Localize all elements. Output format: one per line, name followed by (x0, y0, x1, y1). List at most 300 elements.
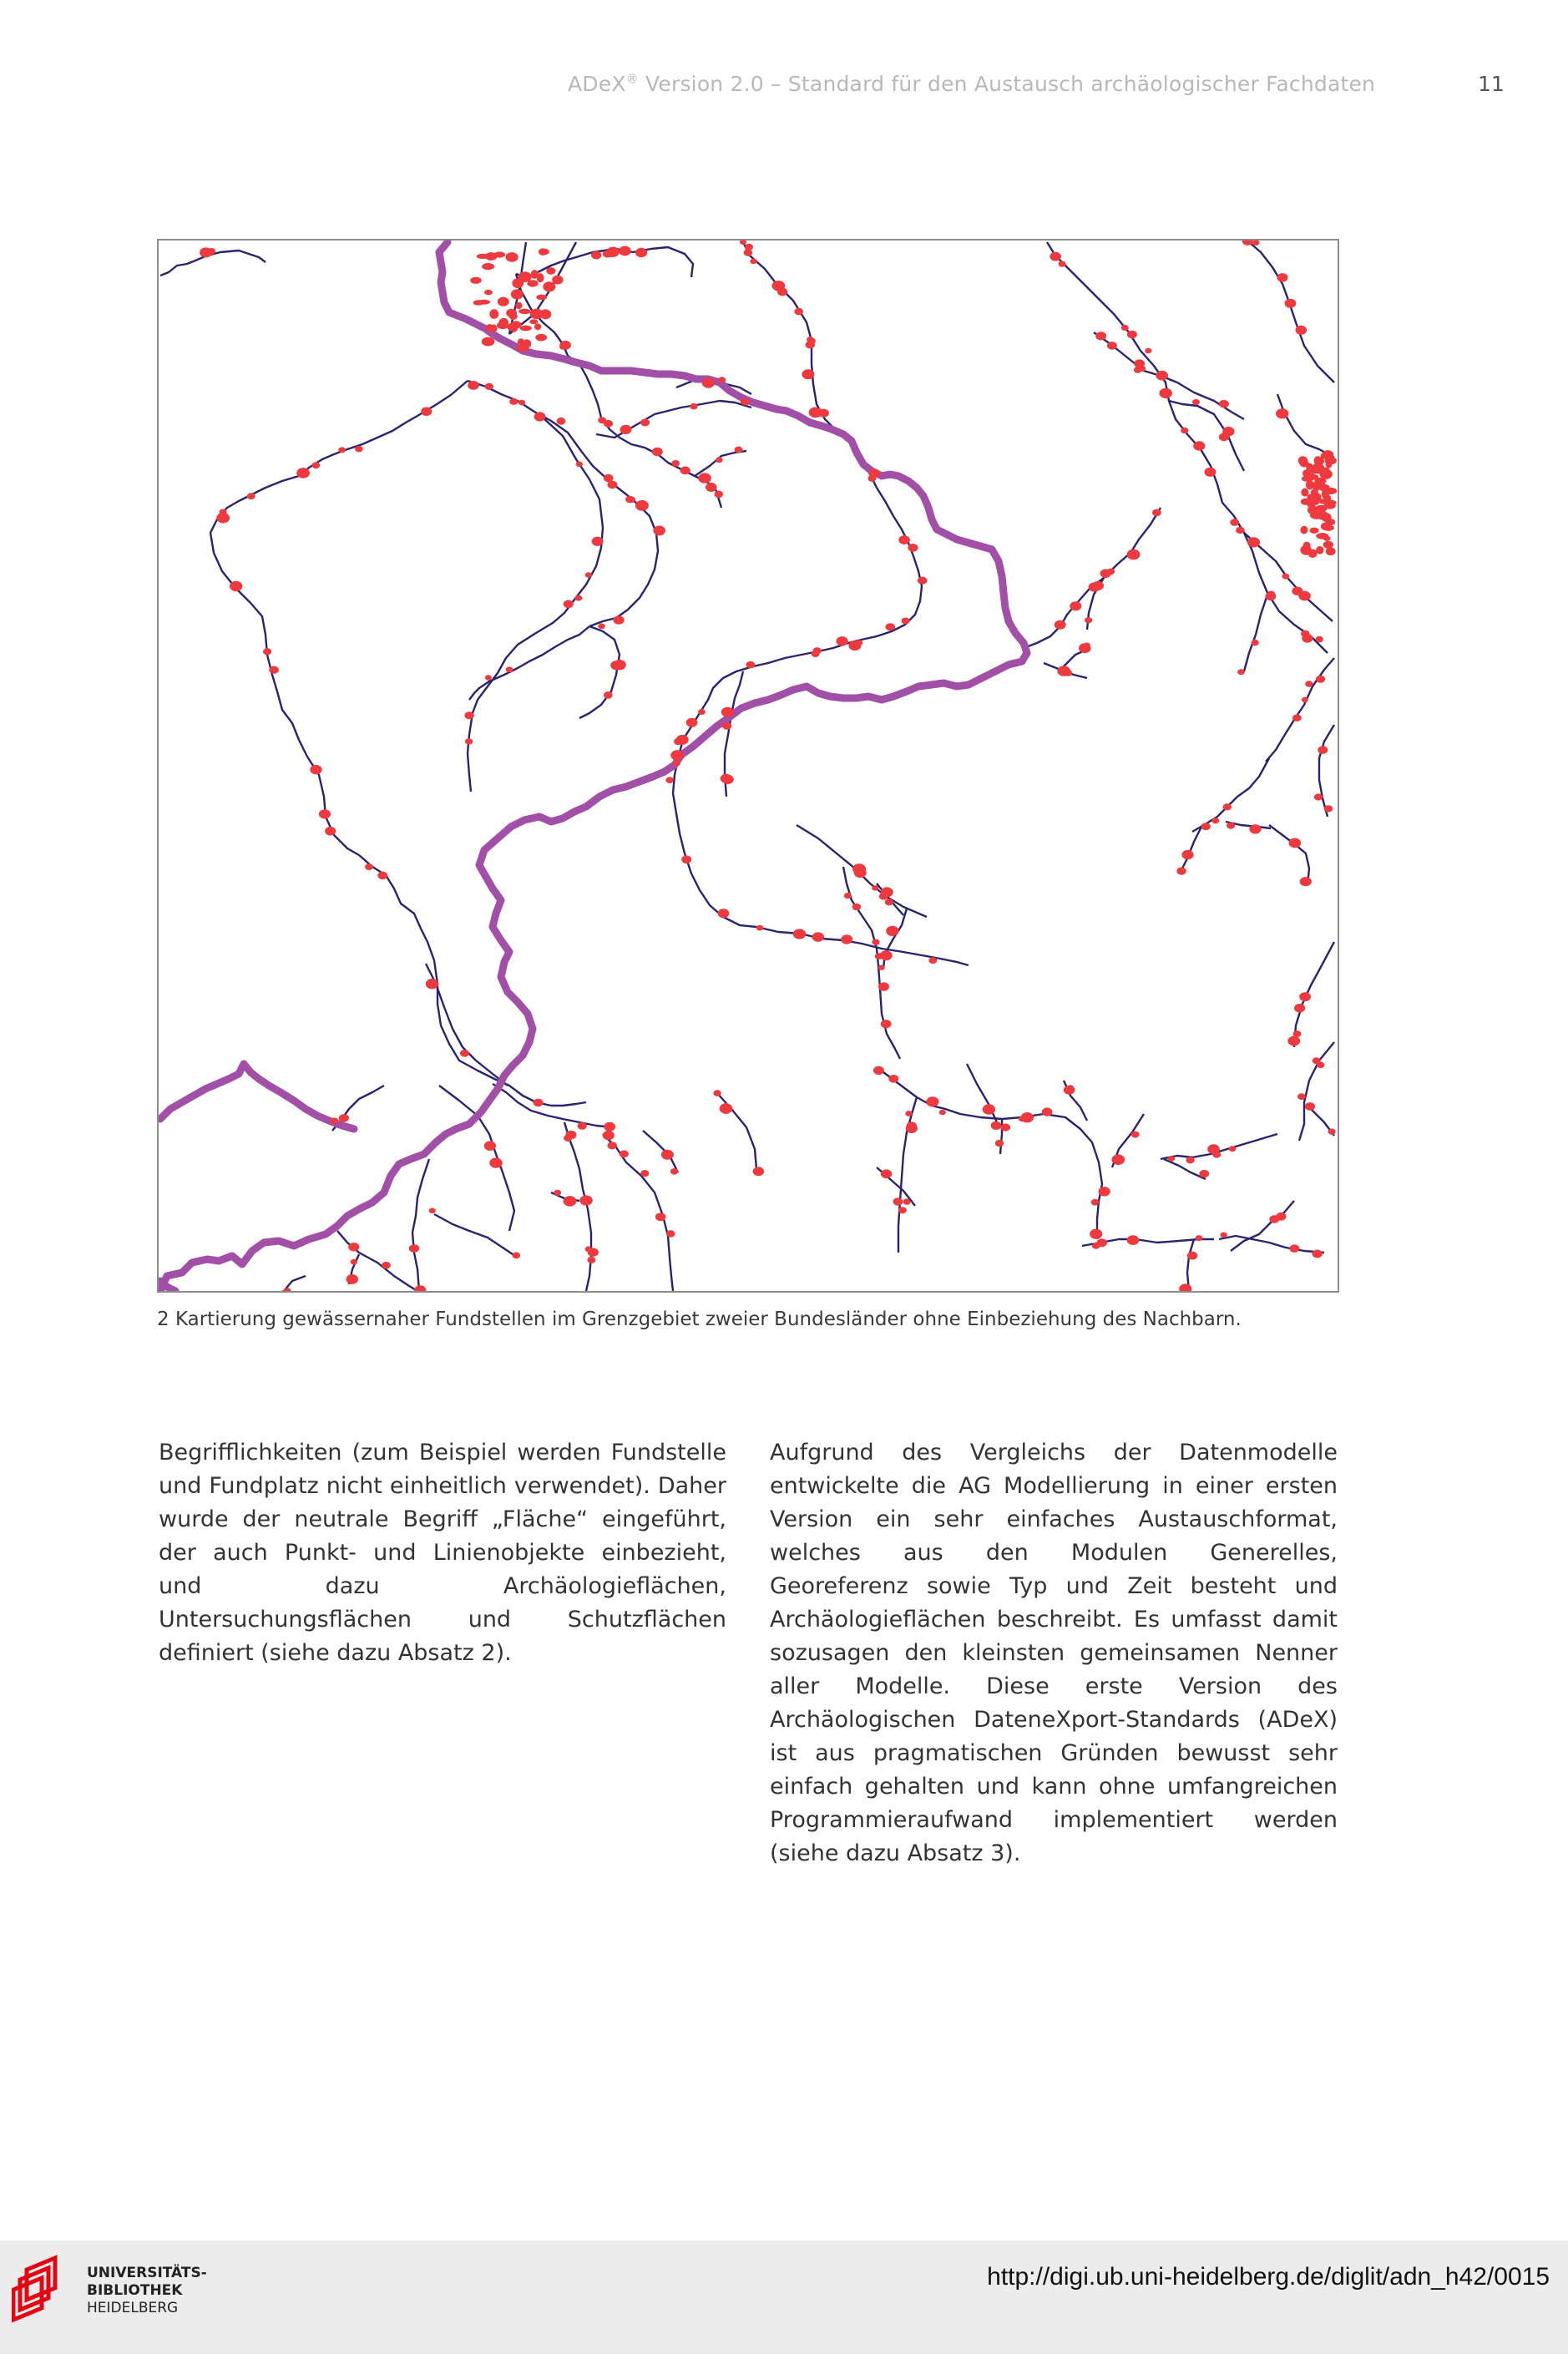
site-marker (489, 309, 498, 319)
site-marker (881, 1020, 892, 1028)
site-marker (587, 1257, 595, 1263)
site-marker (1205, 468, 1216, 477)
site-marker (1181, 428, 1188, 433)
site-marker (536, 295, 547, 301)
site-marker (1207, 1144, 1220, 1154)
site-marker (554, 1190, 561, 1196)
site-marker (1326, 548, 1336, 556)
site-marker (1090, 1229, 1102, 1239)
site-marker (1285, 299, 1297, 308)
site-marker (1282, 574, 1289, 580)
river-line (1192, 758, 1269, 832)
site-marker (1223, 803, 1232, 810)
site-marker (721, 774, 732, 783)
site-marker (720, 1103, 733, 1114)
site-marker (518, 400, 525, 406)
site-marker (351, 1259, 357, 1265)
site-marker (1192, 399, 1200, 405)
site-marker (1301, 489, 1308, 497)
site-marker (665, 777, 673, 783)
site-marker (1252, 640, 1259, 645)
site-marker (680, 467, 690, 475)
site-marker (1324, 805, 1333, 812)
site-marker (534, 1099, 544, 1107)
library-logo-icon (12, 2255, 78, 2330)
running-head-title: Version 2.0 – Standard für den Austausch archäologischer Fachdaten (638, 72, 1376, 96)
site-marker (564, 600, 574, 609)
site-marker (1219, 400, 1229, 408)
river-line (1231, 1201, 1294, 1251)
site-marker (513, 1253, 521, 1259)
site-marker (746, 661, 756, 669)
site-marker (1323, 525, 1334, 531)
site-marker (338, 447, 346, 453)
site-marker (608, 481, 618, 489)
site-marker (1145, 348, 1151, 354)
site-marker (722, 722, 731, 730)
site-marker (527, 280, 538, 286)
site-marker (670, 1168, 678, 1175)
site-marker (1316, 546, 1323, 554)
site-marker (1287, 1036, 1300, 1046)
site-marker (1289, 1244, 1299, 1253)
site-marker (666, 1230, 675, 1237)
river-line (843, 867, 900, 1059)
site-marker (1289, 838, 1302, 848)
site-marker (718, 377, 726, 382)
site-marker (983, 1104, 995, 1114)
site-marker (1097, 1238, 1107, 1247)
site-marker (671, 460, 680, 467)
site-marker (756, 925, 763, 931)
site-marker (753, 1167, 765, 1176)
site-marker (1292, 714, 1302, 721)
site-marker (468, 381, 479, 390)
site-marker (339, 1114, 349, 1122)
site-marker (1306, 463, 1313, 473)
site-marker (579, 1195, 592, 1205)
site-marker (670, 750, 684, 760)
site-marker (793, 929, 806, 939)
river-line (439, 1086, 514, 1231)
site-marker (1085, 617, 1092, 623)
site-marker (673, 761, 680, 767)
site-marker (1176, 868, 1186, 875)
river-line (1164, 1159, 1206, 1179)
river-line (412, 1159, 429, 1291)
site-marker (296, 468, 310, 478)
site-marker (477, 254, 489, 259)
site-marker (1302, 697, 1308, 702)
library-name-line2: BIBLIOTHEK (87, 2282, 183, 2299)
state-border-line (160, 1064, 354, 1129)
site-marker (421, 408, 432, 417)
site-marker (886, 623, 896, 630)
site-marker (559, 341, 571, 350)
site-marker (652, 448, 663, 456)
site-marker (1196, 1235, 1203, 1241)
site-marker (546, 267, 555, 275)
site-marker (995, 1140, 1004, 1147)
site-marker (539, 248, 547, 256)
site-marker (706, 483, 717, 492)
site-marker (426, 979, 438, 989)
site-marker (1308, 503, 1316, 508)
site-marker (1310, 528, 1319, 534)
site-marker (1266, 592, 1277, 600)
site-marker (247, 493, 255, 499)
site-marker (518, 309, 531, 314)
site-marker (620, 425, 632, 434)
site-marker (509, 322, 518, 329)
state-border (160, 242, 1027, 1291)
site-marker (511, 289, 524, 299)
site-marker (470, 277, 482, 284)
site-marker (1152, 509, 1161, 517)
site-marker (499, 318, 508, 327)
site-marker (1211, 818, 1219, 823)
river-line (468, 381, 658, 626)
site-marker (598, 624, 605, 630)
site-marker (564, 1135, 572, 1142)
site-marker (1328, 1128, 1336, 1134)
site-marker (619, 246, 631, 256)
site-marker (1199, 1170, 1209, 1177)
site-marker (655, 1212, 666, 1221)
river-line (210, 381, 586, 1106)
site-marker (614, 615, 625, 624)
site-marker (1293, 1030, 1302, 1037)
paragraph-right: Aufgrund des Vergleichs der Datenmodelle entwickelte die AG Modellierung in einer ersten Version ein sehr einfaches Austauschformat, welches aus den Modulen Generelles, Georeferenz sowie Typ und Zeit besteht und Archäologieflächen beschreibt. Es umfasst damit sozusagen den kleinsten gemeinsamen Nenner aller Modelle. Diese erste Version des Archäologischen DateneXport-Standards (ADeX) ist aus pragmatischen Gründen bewusst sehr einfach gehalten und kann ohne umfangreichen Programmieraufwand implementiert werden (siehe dazu Absatz 3). (770, 1440, 1338, 1866)
site-marker (1276, 1212, 1286, 1221)
site-marker (1092, 581, 1104, 590)
site-marker (881, 1169, 892, 1178)
site-marker (465, 738, 473, 744)
site-marker (509, 312, 518, 320)
site-marker (1249, 824, 1261, 833)
site-marker (777, 288, 787, 296)
site-marker (918, 577, 928, 585)
site-marker (216, 513, 230, 524)
site-marker (409, 1244, 419, 1253)
site-marker (1201, 823, 1211, 830)
site-marker (529, 319, 538, 324)
site-marker (509, 398, 518, 405)
site-marker (1095, 332, 1106, 340)
site-marker (482, 337, 495, 347)
site-marker (1019, 1116, 1026, 1122)
site-marker (534, 412, 546, 421)
river-line (1181, 825, 1202, 872)
site-marker (608, 1142, 617, 1149)
site-marker (1323, 494, 1331, 503)
site-marker (661, 1150, 674, 1160)
river-line (596, 401, 751, 438)
site-marker (1327, 488, 1333, 493)
map-canvas (159, 240, 1338, 1291)
site-marker (1323, 503, 1335, 509)
site-marker (552, 276, 563, 285)
map-figure (157, 239, 1339, 1293)
site-marker (1050, 252, 1061, 261)
site-marker (716, 457, 723, 463)
site-marker (875, 1069, 882, 1075)
site-marker (1292, 587, 1302, 595)
site-marker (1070, 601, 1081, 610)
body-column-right (770, 1436, 1338, 1871)
site-marker (613, 660, 625, 670)
river-line (1187, 1239, 1194, 1291)
site-marker (1181, 850, 1193, 859)
site-marker (852, 904, 862, 911)
site-marker (686, 718, 698, 727)
river-line (1299, 1042, 1334, 1141)
source-url[interactable]: http://digi.ub.uni-heidelberg.de/diglit/adn_h42/0015 (987, 2263, 1550, 2291)
site-marker (812, 932, 824, 941)
site-marker (230, 581, 242, 591)
site-marker (592, 537, 604, 546)
site-marker (1187, 1252, 1197, 1260)
site-marker (489, 325, 497, 333)
site-marker (482, 263, 494, 270)
figure-caption: 2 Kartierung gewässernaher Fundstellen im Grenzgebiet zweier Bundesländer ohne Einbeziehung des Nachbarn. (157, 1309, 1242, 1330)
site-marker (1168, 1156, 1176, 1162)
library-name (87, 2265, 207, 2317)
site-marker (640, 1170, 649, 1177)
site-marker (888, 1075, 898, 1083)
site-marker (604, 420, 613, 428)
site-marker (1305, 681, 1313, 687)
site-marker (1237, 669, 1245, 675)
river-line (1277, 394, 1334, 458)
river-line (643, 1131, 678, 1172)
site-marker (628, 497, 635, 503)
site-marker (640, 419, 650, 427)
river-line (434, 1214, 518, 1258)
site-marker (837, 636, 848, 645)
site-marker (1160, 388, 1172, 398)
site-marker (585, 572, 592, 578)
site-marker (1112, 1154, 1125, 1165)
site-marker (841, 934, 852, 944)
river-line (516, 274, 721, 508)
site-marker (1127, 549, 1141, 560)
site-marker (312, 462, 321, 468)
site-marker (1299, 992, 1311, 1001)
site-marker (1179, 1283, 1191, 1291)
page-number: 11 (1478, 72, 1505, 96)
site-marker (898, 535, 910, 544)
river-line (579, 626, 620, 718)
river-line (1249, 242, 1334, 382)
site-marker (898, 1207, 907, 1213)
site-marker (928, 957, 937, 964)
site-marker (1134, 359, 1145, 367)
site-marker (1320, 469, 1333, 479)
site-marker (515, 302, 522, 309)
site-marker (346, 1274, 359, 1284)
site-marker (1236, 527, 1245, 534)
site-marker (534, 323, 541, 330)
registered-mark: ® (625, 71, 639, 87)
site-marker (745, 244, 753, 251)
site-marker (1316, 636, 1323, 643)
river-line (1319, 725, 1334, 817)
site-marker (1297, 1093, 1306, 1100)
site-marker (1127, 1235, 1140, 1245)
site-marker (269, 666, 279, 674)
body-column-left (159, 1436, 726, 1670)
site-marker (1099, 1187, 1110, 1196)
site-marker (506, 252, 518, 262)
site-marker (872, 885, 878, 890)
site-marker (1229, 1146, 1237, 1152)
site-marker (844, 893, 852, 899)
site-marker (802, 369, 814, 379)
site-marker (506, 666, 513, 672)
site-marker (690, 403, 697, 409)
site-marker (588, 1248, 599, 1257)
site-marker (1309, 474, 1318, 479)
site-marker (812, 651, 820, 657)
site-marker (721, 707, 734, 717)
site-marker (485, 383, 493, 390)
site-marker (1317, 1062, 1324, 1069)
site-marker (740, 240, 746, 245)
site-marker (1317, 510, 1328, 519)
site-marker (1221, 1233, 1227, 1238)
river-line (898, 1097, 917, 1253)
site-marker (557, 418, 566, 425)
site-marker (1276, 408, 1288, 418)
site-marker (1131, 1131, 1140, 1138)
site-marker (1316, 676, 1325, 683)
site-marker (878, 982, 889, 990)
site-marker (1300, 545, 1312, 555)
site-marker (1156, 371, 1168, 381)
site-marker (908, 544, 918, 552)
site-marker (735, 447, 743, 453)
site-marker (1316, 533, 1328, 539)
river-line (564, 1122, 591, 1291)
site-marker (539, 309, 551, 319)
site-marker (1055, 620, 1066, 630)
site-marker (575, 595, 583, 601)
site-marker (1300, 526, 1308, 534)
site-marker (578, 1122, 587, 1130)
site-marker (868, 469, 880, 478)
site-marker (1227, 823, 1235, 829)
site-marker (460, 1050, 469, 1057)
site-marker (713, 1090, 721, 1096)
site-marker (681, 856, 691, 864)
site-marker (1193, 441, 1205, 450)
site-marker (464, 711, 473, 719)
site-marker (1222, 427, 1234, 436)
site-marker (604, 1122, 615, 1131)
river-line (1269, 825, 1309, 885)
site-marker (676, 735, 689, 745)
site-marker (878, 965, 885, 970)
site-marker (1296, 326, 1308, 335)
site-marker (325, 827, 336, 836)
river-line (716, 1092, 756, 1169)
river-line (1219, 1236, 1324, 1253)
site-marker (905, 1111, 912, 1116)
site-marker (879, 893, 888, 900)
site-marker (543, 281, 555, 291)
site-marker (429, 1208, 436, 1214)
site-marker (604, 691, 613, 699)
site-marker (653, 526, 665, 536)
site-marker (886, 926, 898, 936)
site-marker (414, 1285, 426, 1291)
site-marker (485, 675, 492, 680)
site-marker (906, 1124, 918, 1133)
library-name-line1: UNIVERSITÄTS- (87, 2265, 207, 2281)
site-marker (200, 247, 212, 257)
site-marker (1323, 541, 1333, 549)
site-marker (880, 950, 893, 960)
site-marker (576, 462, 583, 468)
site-marker (535, 334, 547, 342)
site-marker (635, 248, 647, 257)
site-marker (1301, 630, 1310, 637)
footer-band (0, 2240, 1568, 2354)
site-marker (698, 709, 706, 715)
site-marker (1121, 325, 1129, 331)
site-marker (1084, 643, 1090, 648)
site-marker (885, 899, 893, 905)
site-marker (750, 259, 757, 265)
site-marker (355, 446, 363, 453)
site-marker (348, 1243, 359, 1251)
site-marker (1277, 273, 1287, 282)
state-border-line (160, 242, 1027, 1291)
site-marker (1107, 342, 1117, 350)
site-marker (484, 290, 493, 295)
site-marker (872, 939, 879, 945)
site-marker (794, 308, 803, 316)
river-line (1024, 508, 1161, 648)
site-marker (494, 251, 506, 257)
library-name-line3: HEIDELBERG (87, 2300, 179, 2316)
site-marker (1300, 877, 1312, 886)
site-marker (635, 500, 649, 511)
site-marker (715, 491, 724, 499)
site-marker (1325, 459, 1332, 468)
site-marker (1318, 746, 1328, 754)
site-marker (517, 345, 529, 352)
site-marker (512, 278, 524, 288)
site-marker (620, 1151, 629, 1158)
site-marker (1247, 537, 1260, 547)
site-marker (807, 337, 814, 342)
site-marker (1057, 666, 1070, 676)
site-marker (1059, 261, 1066, 267)
site-marker (319, 809, 331, 818)
site-marker (1313, 1250, 1323, 1258)
site-marker (903, 1198, 911, 1204)
site-marker (1186, 1157, 1195, 1163)
site-marker (484, 1142, 496, 1151)
site-marker (1091, 1199, 1100, 1206)
paragraph-left: Begrifflichkeiten (zum Beispiel werden Fundstelle und Fundplatz nicht einheitlich verwendet). Daher wurde der neutrale Begriff „Fläche“ eingeführt, der auch Punkt- und Linienobjekte einbezieht, und dazu Archäologieflächen, Untersuchungsflächen und Schutzflächen definiert (siehe dazu Absatz 2). (159, 1440, 726, 1666)
running-head (568, 72, 1403, 96)
running-head-prefix: ADeX (568, 72, 626, 96)
site-marker (310, 765, 321, 774)
site-marker (365, 863, 373, 870)
